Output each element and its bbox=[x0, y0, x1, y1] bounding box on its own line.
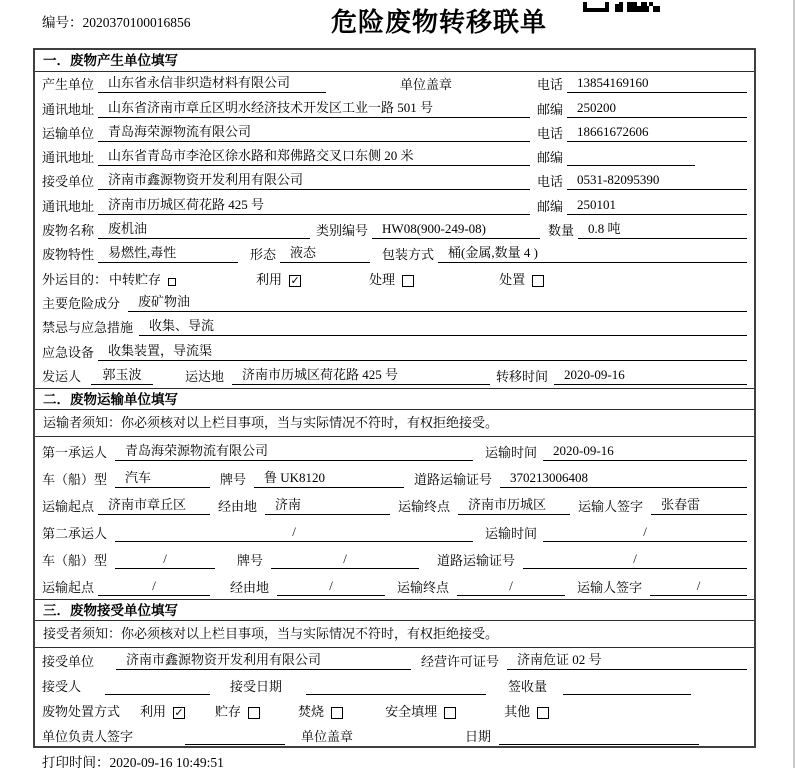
field-value: 0.8 吨 bbox=[578, 218, 747, 239]
row-left bbox=[42, 218, 747, 239]
field-value: 济南市历城区 bbox=[458, 494, 570, 515]
section-note: 运输者须知：你必须核对以上栏目事项，当与实际情况不符时，有权拒绝接受。 bbox=[35, 410, 754, 437]
row-left bbox=[42, 440, 747, 461]
field-label: 运输终点 bbox=[397, 579, 450, 595]
section bbox=[35, 388, 754, 599]
form-field bbox=[421, 649, 747, 670]
field-value: 2020-09-16 bbox=[554, 367, 747, 385]
print-time: 打印时间：2020-09-16 10:49:51 bbox=[42, 755, 224, 768]
field-label: 单位负责人签字 bbox=[42, 728, 134, 744]
row-left bbox=[42, 145, 537, 166]
checkbox-unchecked-icon bbox=[248, 707, 260, 719]
checkbox-label: 处置 bbox=[499, 271, 526, 287]
field-label: 牌号 bbox=[237, 552, 264, 568]
row-left bbox=[42, 121, 537, 142]
section bbox=[35, 50, 754, 388]
row-left bbox=[42, 291, 747, 312]
page-right-edge bbox=[793, 0, 795, 768]
field-value: 0531-82095390 bbox=[567, 172, 747, 190]
field-value bbox=[105, 679, 210, 695]
section-note: 接受者须知：你必须核对以上栏目事项，当与实际情况不符时，有权拒绝接受。 bbox=[35, 621, 754, 648]
field-label: 废物名称 bbox=[42, 223, 95, 239]
form-row bbox=[35, 491, 754, 518]
form-field bbox=[316, 220, 540, 239]
form-field bbox=[42, 145, 530, 166]
form-field bbox=[42, 577, 210, 596]
section-heading: 三．废物接受单位填写 bbox=[35, 599, 754, 621]
field-value: 济南市章丘区 bbox=[98, 494, 210, 515]
field-value: HW08(900-249-08) bbox=[372, 221, 540, 239]
form-row bbox=[35, 464, 754, 491]
form-row bbox=[35, 169, 754, 193]
field-value: / bbox=[98, 578, 210, 596]
field-label: 形态 bbox=[250, 247, 277, 263]
form-row bbox=[35, 545, 754, 572]
row-left bbox=[42, 649, 747, 670]
field-value: 桶(金属,数量 4 ) bbox=[438, 242, 747, 263]
form-field bbox=[398, 494, 570, 515]
form-field bbox=[42, 676, 210, 695]
row-left bbox=[42, 97, 537, 118]
form-row bbox=[35, 673, 754, 698]
row-right bbox=[537, 123, 747, 142]
checkbox-label: 贮存 bbox=[215, 703, 242, 719]
field-label: 接受人 bbox=[42, 678, 82, 694]
form-row bbox=[35, 648, 754, 673]
row-left bbox=[42, 701, 747, 720]
field-label: 车（船）型 bbox=[42, 471, 108, 487]
field-value bbox=[306, 679, 486, 695]
field-value: 济南市历城区荷花路 425 号 bbox=[98, 194, 530, 215]
form-row bbox=[35, 315, 754, 339]
field-label: 电话 bbox=[537, 77, 564, 93]
field-value: 济南市鑫源物资开发利用有限公司 bbox=[116, 649, 411, 670]
form-field bbox=[230, 676, 486, 695]
field-value: 收集装置，导流渠 bbox=[98, 340, 747, 361]
form-field bbox=[42, 72, 326, 93]
checkbox-label: 利用 bbox=[140, 703, 167, 719]
checkbox-label: 其他 bbox=[504, 703, 531, 719]
field-label: 包装方式 bbox=[382, 247, 435, 263]
field-label: 外运目的： bbox=[42, 271, 108, 287]
serial-value: 2020370100016856 bbox=[82, 15, 191, 30]
field-label: 接受日期 bbox=[230, 678, 283, 694]
form-field bbox=[537, 196, 747, 215]
form-field bbox=[537, 74, 747, 93]
form-field bbox=[577, 577, 747, 596]
row-left bbox=[42, 550, 747, 569]
section-heading: 一．废物产生单位填写 bbox=[35, 50, 754, 72]
field-label: 接受单位 bbox=[42, 174, 95, 190]
form-field bbox=[537, 99, 747, 118]
row-right bbox=[537, 196, 747, 215]
form-field bbox=[465, 726, 699, 745]
row-left bbox=[42, 467, 747, 488]
field-label: 通讯地址 bbox=[42, 198, 95, 214]
checkbox-unchecked-icon bbox=[444, 707, 456, 719]
field-value: / bbox=[523, 551, 747, 569]
field-label: 运达地 bbox=[185, 368, 225, 384]
row-right bbox=[537, 171, 747, 190]
form-field bbox=[437, 550, 747, 569]
field-label: 发运人 bbox=[42, 368, 82, 384]
serial-number bbox=[42, 11, 191, 31]
field-label: 接受单位 bbox=[42, 653, 95, 669]
field-label: 经营许可证号 bbox=[421, 653, 500, 669]
field-value: / bbox=[271, 551, 419, 569]
row-left bbox=[42, 269, 747, 288]
field-label: 运输时间 bbox=[485, 444, 538, 460]
row-right bbox=[537, 147, 747, 166]
field-value: 青岛海荣源物流有限公司 bbox=[115, 440, 473, 461]
form-row bbox=[35, 193, 754, 217]
checkbox-label: 中转贮存 bbox=[109, 271, 162, 287]
field-label: 第一承运人 bbox=[42, 444, 108, 460]
row-left bbox=[42, 364, 747, 385]
checkbox-item bbox=[369, 269, 414, 288]
field-value: 13854169160 bbox=[567, 75, 747, 93]
form-field bbox=[42, 97, 530, 118]
field-value: 山东省青岛市李沧区徐水路和郑佛路交叉口东侧 20 米 bbox=[98, 145, 530, 166]
page-title: 危险废物转移联单 bbox=[331, 7, 548, 37]
form-field bbox=[42, 649, 411, 670]
form-field bbox=[42, 340, 747, 361]
form-field bbox=[42, 440, 473, 461]
form-field bbox=[42, 523, 473, 542]
field-label: 运输终点 bbox=[398, 498, 451, 514]
row-right bbox=[537, 74, 747, 93]
form-field bbox=[42, 242, 238, 263]
form-row bbox=[35, 96, 754, 120]
form-field bbox=[42, 550, 215, 569]
field-label: 邮编 bbox=[537, 198, 564, 214]
form-row bbox=[35, 437, 754, 464]
section-heading: 二．废物运输单位填写 bbox=[35, 388, 754, 410]
field-value: 250101 bbox=[567, 197, 747, 215]
field-value: / bbox=[277, 578, 385, 596]
field-label: 废物处置方式 bbox=[42, 703, 121, 719]
field-label: 邮编 bbox=[537, 101, 564, 117]
field-value: 收集、导流 bbox=[139, 315, 747, 336]
checkbox-item bbox=[298, 701, 343, 720]
field-label: 产生单位 bbox=[42, 77, 95, 93]
field-label: 日期 bbox=[465, 728, 492, 744]
field-value: 鲁 UK8120 bbox=[254, 467, 404, 488]
field-value: 青岛海荣源物流有限公司 bbox=[98, 121, 530, 142]
field-label: 牌号 bbox=[220, 471, 247, 487]
checkbox-item bbox=[140, 701, 185, 720]
field-label: 经由地 bbox=[218, 498, 258, 514]
row-left bbox=[42, 340, 747, 361]
field-value: 18661672606 bbox=[567, 124, 747, 142]
field-value: 济南市鑫源物资开发利用有限公司 bbox=[98, 169, 530, 190]
row-left bbox=[42, 577, 747, 596]
form-row bbox=[35, 291, 754, 315]
checkbox-label: 处理 bbox=[369, 271, 396, 287]
form-field bbox=[250, 242, 370, 263]
form-field bbox=[42, 218, 310, 239]
field-value: 山东省济南市章丘区明水经济技术开发区工业一路 501 号 bbox=[98, 97, 530, 118]
field-label: 数量 bbox=[548, 223, 575, 239]
form-field bbox=[42, 194, 530, 215]
field-value: 废矿物油 bbox=[128, 291, 747, 312]
field-label: 电话 bbox=[537, 174, 564, 190]
field-label: 废物特性 bbox=[42, 247, 95, 263]
field-value: / bbox=[543, 524, 747, 542]
form-field bbox=[414, 469, 747, 488]
form-row bbox=[35, 518, 754, 545]
form-field bbox=[42, 494, 210, 515]
form-field bbox=[42, 467, 210, 488]
field-label: 运输时间 bbox=[485, 525, 538, 541]
form-field bbox=[496, 366, 747, 385]
field-label: 邮编 bbox=[537, 150, 564, 166]
field-value: 370213006408 bbox=[500, 470, 747, 488]
form-row bbox=[35, 723, 754, 748]
row-left bbox=[42, 72, 537, 93]
checkbox-unchecked-icon bbox=[532, 275, 544, 287]
field-label: 运输人签字 bbox=[578, 498, 644, 514]
field-label: 运输起点 bbox=[42, 498, 95, 514]
checkbox-checked-icon: ✓ bbox=[174, 706, 184, 720]
form-field bbox=[382, 242, 747, 263]
field-label: 电话 bbox=[537, 125, 564, 141]
form-row bbox=[35, 364, 754, 388]
form-row bbox=[35, 572, 754, 599]
form-row bbox=[35, 145, 754, 169]
field-label: 运输人签字 bbox=[577, 579, 643, 595]
row-right bbox=[537, 99, 747, 118]
field-value: 废机油 bbox=[98, 218, 310, 239]
field-value: 济南 bbox=[265, 494, 390, 515]
field-value: 液态 bbox=[280, 242, 370, 263]
row-left bbox=[42, 523, 747, 542]
checkbox-item bbox=[385, 701, 456, 720]
field-value: / bbox=[115, 551, 215, 569]
checkbox-label: 焚烧 bbox=[298, 703, 325, 719]
field-label: 通讯地址 bbox=[42, 150, 95, 166]
row-left bbox=[42, 315, 747, 336]
form-field bbox=[42, 726, 285, 745]
form-field bbox=[537, 147, 695, 166]
row-left bbox=[42, 726, 747, 745]
checkbox-item bbox=[499, 269, 544, 288]
field-value: 2020-09-16 bbox=[543, 443, 747, 461]
field-label: 签收量 bbox=[508, 678, 548, 694]
field-label: 通讯地址 bbox=[42, 101, 95, 117]
field-label: 运输单位 bbox=[42, 125, 95, 141]
field-label: 主要危险成分 bbox=[42, 295, 121, 311]
field-label: 单位盖章 bbox=[301, 728, 354, 744]
checkbox-unchecked-icon bbox=[537, 707, 549, 719]
field-value: 济南市历城区荷花路 425 号 bbox=[232, 364, 490, 385]
checkbox-item bbox=[256, 269, 301, 288]
form-field bbox=[237, 550, 419, 569]
form-row bbox=[35, 218, 754, 242]
field-label: 道路运输证号 bbox=[437, 552, 516, 568]
field-value bbox=[563, 679, 691, 695]
field-label: 禁忌与应急措施 bbox=[42, 320, 134, 336]
form-field bbox=[42, 315, 747, 336]
section bbox=[35, 599, 754, 748]
field-label: 经由地 bbox=[230, 579, 270, 595]
field-label: 运输起点 bbox=[42, 579, 95, 595]
form-field bbox=[42, 291, 747, 312]
form-field bbox=[220, 467, 404, 488]
checkbox-label: 安全填埋 bbox=[385, 703, 438, 719]
form-field bbox=[42, 121, 530, 142]
field-label: 应急设备 bbox=[42, 344, 95, 360]
qr-code-fragment-icon bbox=[583, 0, 660, 10]
field-value: 易燃性,毒性 bbox=[98, 242, 238, 263]
form-field bbox=[548, 218, 747, 239]
form-field bbox=[218, 494, 390, 515]
form-field bbox=[578, 494, 747, 515]
checkbox-item bbox=[215, 701, 260, 720]
checkbox-label: 利用 bbox=[256, 271, 283, 287]
form-table bbox=[33, 48, 756, 748]
row-left bbox=[42, 169, 537, 190]
form-row bbox=[35, 698, 754, 723]
checkbox-unchecked-icon bbox=[168, 278, 176, 286]
checkbox-item bbox=[504, 701, 549, 720]
field-value bbox=[185, 729, 285, 745]
serial-label: 编号： bbox=[42, 15, 83, 30]
checkbox-item bbox=[109, 269, 176, 288]
checkbox-unchecked-icon bbox=[331, 707, 343, 719]
form-field bbox=[42, 364, 153, 385]
field-label: 单位盖章 bbox=[400, 77, 453, 93]
form-field bbox=[42, 169, 530, 190]
field-value: / bbox=[115, 524, 473, 542]
form-field bbox=[230, 577, 385, 596]
form-field bbox=[485, 523, 747, 542]
form-row bbox=[35, 266, 754, 290]
field-value: 济南危证 02 号 bbox=[507, 649, 747, 670]
form-row bbox=[35, 339, 754, 363]
form-field bbox=[537, 171, 747, 190]
field-value: 张春雷 bbox=[651, 494, 747, 515]
form-row bbox=[35, 72, 754, 96]
checkbox-unchecked-icon bbox=[402, 275, 414, 287]
checkbox-checked-icon: ✓ bbox=[290, 274, 300, 288]
form-row bbox=[35, 242, 754, 266]
field-value: / bbox=[650, 578, 747, 596]
field-value: / bbox=[457, 578, 565, 596]
form-field bbox=[485, 442, 747, 461]
form-row bbox=[35, 121, 754, 145]
field-label: 道路运输证号 bbox=[414, 471, 493, 487]
row-left bbox=[42, 494, 747, 515]
row-left bbox=[42, 242, 747, 263]
field-value bbox=[567, 150, 695, 166]
field-label: 类别编号 bbox=[316, 223, 369, 239]
field-value: 郭玉波 bbox=[91, 364, 153, 385]
row-left bbox=[42, 676, 747, 695]
row-left bbox=[42, 194, 537, 215]
form-field bbox=[508, 676, 691, 695]
field-value: 汽车 bbox=[115, 467, 210, 488]
form-field bbox=[185, 364, 490, 385]
field-label: 车（船）型 bbox=[42, 552, 108, 568]
field-value: 250200 bbox=[567, 100, 747, 118]
field-value: 山东省永信非织造材料有限公司 bbox=[98, 72, 326, 93]
field-value bbox=[499, 729, 699, 745]
field-label: 第二承运人 bbox=[42, 525, 108, 541]
form-field bbox=[537, 123, 747, 142]
field-label: 转移时间 bbox=[496, 368, 549, 384]
form-field bbox=[397, 577, 565, 596]
